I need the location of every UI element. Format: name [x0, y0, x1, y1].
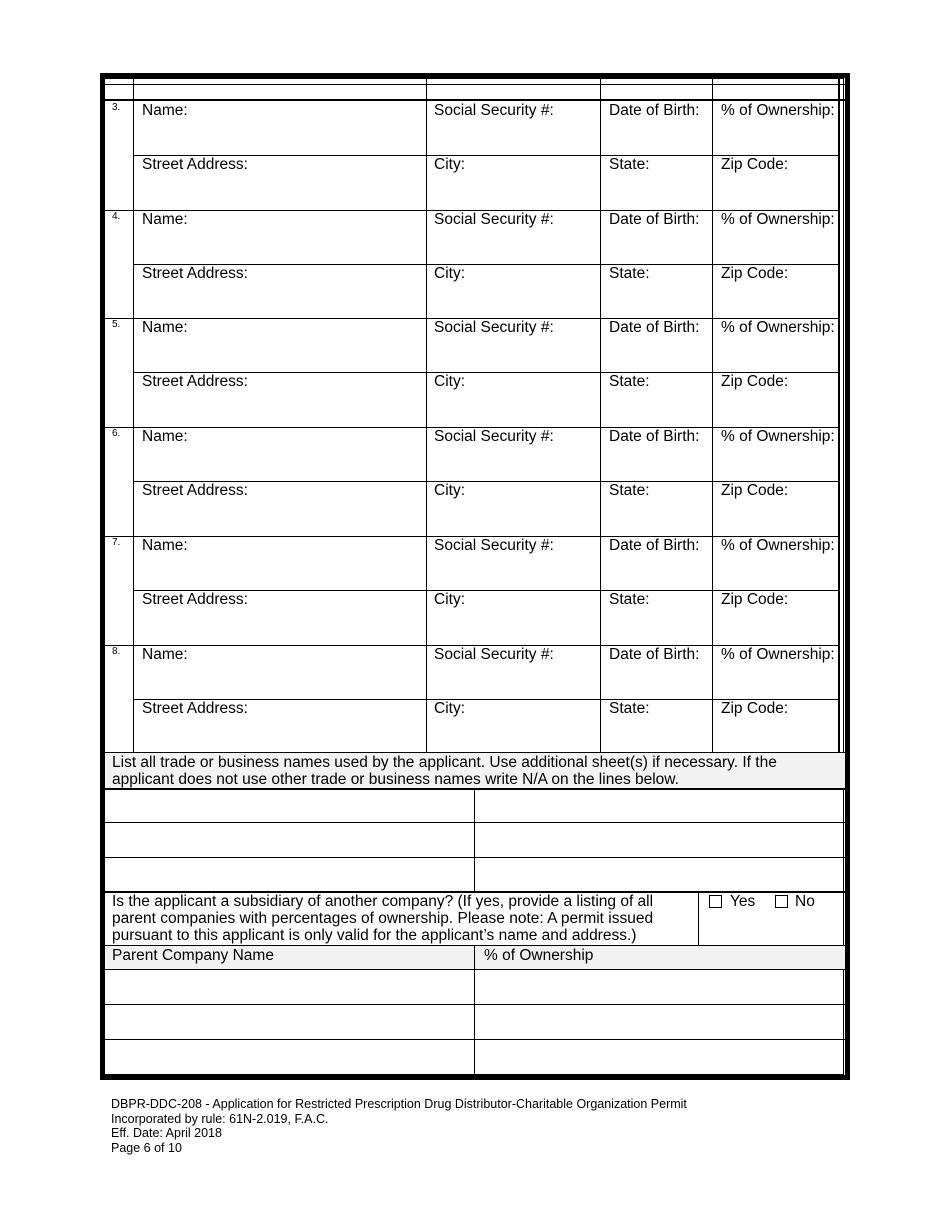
- trade-name-field-2b[interactable]: [476, 824, 843, 856]
- owner-ownership-field[interactable]: [714, 556, 836, 586]
- parent-company-field-2[interactable]: [106, 1006, 473, 1038]
- owner-name-label: Name:: [142, 210, 188, 228]
- owner-dob-field[interactable]: [602, 556, 710, 586]
- owner-city-label: City:: [434, 482, 465, 499]
- parent-company-field-1[interactable]: [106, 971, 473, 1003]
- owner-ssn-label: Social Security #:: [434, 319, 554, 337]
- owner-state-field[interactable]: [602, 175, 710, 205]
- owner-dob-field[interactable]: [602, 665, 710, 695]
- owner-ownership-label: % of Ownership:: [721, 210, 835, 228]
- owner-street-label: Street Address:: [142, 700, 248, 717]
- owner-state-label: State:: [609, 156, 650, 173]
- owner-city-label: City:: [434, 591, 465, 608]
- owner-number: 5.: [112, 319, 121, 331]
- owner-number: 7.: [112, 536, 121, 548]
- parent-ownership-header: % of Ownership: [484, 947, 594, 964]
- owner-zip-label: Zip Code:: [721, 265, 789, 282]
- owner-ssn-label: Social Security #:: [434, 428, 554, 446]
- parent-company-name-header: Parent Company Name: [112, 947, 274, 964]
- owner-street-field[interactable]: [135, 610, 424, 640]
- owner-name-field[interactable]: [135, 121, 424, 151]
- owner-city-field[interactable]: [428, 392, 598, 422]
- owner-number: 6.: [112, 428, 121, 440]
- owner-street-field[interactable]: [135, 284, 424, 314]
- owner-ssn-label: Social Security #:: [434, 536, 554, 554]
- owner-name-label: Name:: [142, 102, 188, 119]
- owner-ownership-label: % of Ownership:: [721, 645, 835, 663]
- owner-name-label: Name:: [142, 645, 188, 663]
- subsidiary-question: Is the applicant a subsidiary of another company? (If yes, provide a listing of all parent companies with percentages of ownership. Please note: A permit issued pursuant to this applicant is only valid for the applicant’s name and address.): [112, 893, 654, 944]
- owner-ssn-field[interactable]: [428, 338, 598, 368]
- owner-street-label: Street Address:: [142, 265, 248, 282]
- owner-zip-field[interactable]: [714, 392, 836, 422]
- owner-ssn-field[interactable]: [428, 556, 598, 586]
- owner-street-label: Street Address:: [142, 482, 248, 499]
- no-checkbox[interactable]: [775, 895, 788, 908]
- owner-ssn-field[interactable]: [428, 121, 598, 151]
- owner-ownership-label: % of Ownership:: [721, 319, 835, 337]
- owner-dob-field[interactable]: [602, 338, 710, 368]
- owner-name-field[interactable]: [135, 338, 424, 368]
- owner-ssn-label: Social Security #:: [434, 210, 554, 228]
- owner-city-label: City:: [434, 373, 465, 390]
- owner-street-label: Street Address:: [142, 373, 248, 390]
- owner-state-label: State:: [609, 265, 650, 282]
- owner-state-field[interactable]: [602, 284, 710, 314]
- owner-ssn-field[interactable]: [428, 230, 598, 260]
- page-footer: [111, 1097, 687, 1155]
- owner-street-label: Street Address:: [142, 156, 248, 173]
- owner-state-field[interactable]: [602, 719, 710, 749]
- owner-dob-label: Date of Birth:: [609, 428, 700, 446]
- owner-zip-label: Zip Code:: [721, 591, 789, 608]
- owner-number: 4.: [112, 210, 121, 222]
- yes-label: Yes: [730, 893, 756, 910]
- owner-city-field[interactable]: [428, 284, 598, 314]
- owner-dob-label: Date of Birth:: [609, 102, 700, 119]
- owner-ssn-field[interactable]: [428, 447, 598, 477]
- owner-name-label: Name:: [142, 428, 188, 446]
- owner-state-field[interactable]: [602, 501, 710, 531]
- owner-ownership-field[interactable]: [714, 121, 836, 151]
- owner-zip-label: Zip Code:: [721, 373, 789, 390]
- owner-name-field[interactable]: [135, 447, 424, 477]
- trade-name-field-3a[interactable]: [106, 859, 473, 891]
- owner-zip-field[interactable]: [714, 719, 836, 749]
- owner-state-field[interactable]: [602, 392, 710, 422]
- owner-name-field[interactable]: [135, 665, 424, 695]
- trade-names-instructions: List all trade or business names used by the applicant. Use additional sheet(s) if necessary. If the applicant does not use other trade or business names write N/A on the lines below.: [112, 754, 777, 788]
- owner-state-field[interactable]: [602, 610, 710, 640]
- owner-ownership-label: % of Ownership:: [721, 428, 835, 446]
- owner-zip-label: Zip Code:: [721, 700, 789, 717]
- owner-zip-field[interactable]: [714, 175, 836, 205]
- owner-ssn-label: Social Security #:: [434, 645, 554, 663]
- yes-checkbox[interactable]: [709, 895, 722, 908]
- owner-ownership-field[interactable]: [714, 338, 836, 368]
- owner-ssn-label: Social Security #:: [434, 102, 554, 119]
- owner-ownership-label: % of Ownership:: [721, 102, 835, 119]
- owner-city-field[interactable]: [428, 719, 598, 749]
- owner-street-field[interactable]: [135, 501, 424, 531]
- owner-zip-label: Zip Code:: [721, 482, 789, 499]
- owner-zip-field[interactable]: [714, 610, 836, 640]
- trade-name-field-2a[interactable]: [106, 824, 473, 856]
- parent-company-field-3[interactable]: [106, 1041, 473, 1073]
- owner-state-label: State:: [609, 700, 650, 717]
- owner-name-label: Name:: [142, 536, 188, 554]
- owner-city-label: City:: [434, 265, 465, 282]
- owner-zip-label: Zip Code:: [721, 156, 789, 173]
- owner-number: 3.: [112, 102, 121, 113]
- owner-name-field[interactable]: [135, 230, 424, 260]
- footer-page-number: Page 6 of 10: [111, 1140, 182, 1155]
- trade-name-field-1a[interactable]: [106, 790, 473, 822]
- owner-city-field[interactable]: [428, 610, 598, 640]
- owner-dob-field[interactable]: [602, 447, 710, 477]
- trade-name-field-1b[interactable]: [476, 790, 843, 822]
- owner-street-field[interactable]: [135, 175, 424, 205]
- owner-ssn-field[interactable]: [428, 665, 598, 695]
- owner-city-field[interactable]: [428, 175, 598, 205]
- owner-state-label: State:: [609, 482, 650, 499]
- owner-dob-label: Date of Birth:: [609, 319, 700, 337]
- owner-dob-label: Date of Birth:: [609, 536, 700, 554]
- owner-dob-label: Date of Birth:: [609, 210, 700, 228]
- owner-street-field[interactable]: [135, 392, 424, 422]
- owner-name-label: Name:: [142, 319, 188, 337]
- owner-zip-field[interactable]: [714, 501, 836, 531]
- footer-rule: Incorporated by rule: 61N-2.019, F.A.C.: [111, 1111, 329, 1126]
- owner-dob-field[interactable]: [602, 121, 710, 151]
- owner-city-label: City:: [434, 156, 465, 173]
- owner-ownership-field[interactable]: [714, 447, 836, 477]
- owner-ownership-label: % of Ownership:: [721, 536, 835, 554]
- parent-ownership-field-3[interactable]: [476, 1041, 843, 1073]
- footer-form-title: DBPR-DDC-208 - Application for Restricted Prescription Drug Distributor-Charitable Organization Permit: [111, 1097, 687, 1111]
- owner-name-field[interactable]: [135, 556, 424, 586]
- parent-ownership-field-2[interactable]: [476, 1006, 843, 1038]
- owner-zip-field[interactable]: [714, 284, 836, 314]
- owner-number: 8.: [112, 645, 121, 657]
- owner-ownership-field[interactable]: [714, 665, 836, 695]
- owner-dob-field[interactable]: [602, 230, 710, 260]
- owner-street-label: Street Address:: [142, 591, 248, 608]
- trade-name-field-3b[interactable]: [476, 859, 843, 891]
- owner-state-label: State:: [609, 591, 650, 608]
- owner-dob-label: Date of Birth:: [609, 645, 700, 663]
- parent-ownership-field-1[interactable]: [476, 971, 843, 1003]
- footer-eff-date: Eff. Date: April 2018: [111, 1126, 222, 1140]
- owner-ownership-field[interactable]: [714, 230, 836, 260]
- no-label: No: [795, 893, 815, 910]
- owner-city-field[interactable]: [428, 501, 598, 531]
- owner-city-label: City:: [434, 700, 465, 717]
- owner-state-label: State:: [609, 373, 650, 390]
- owner-street-field[interactable]: [135, 719, 424, 749]
